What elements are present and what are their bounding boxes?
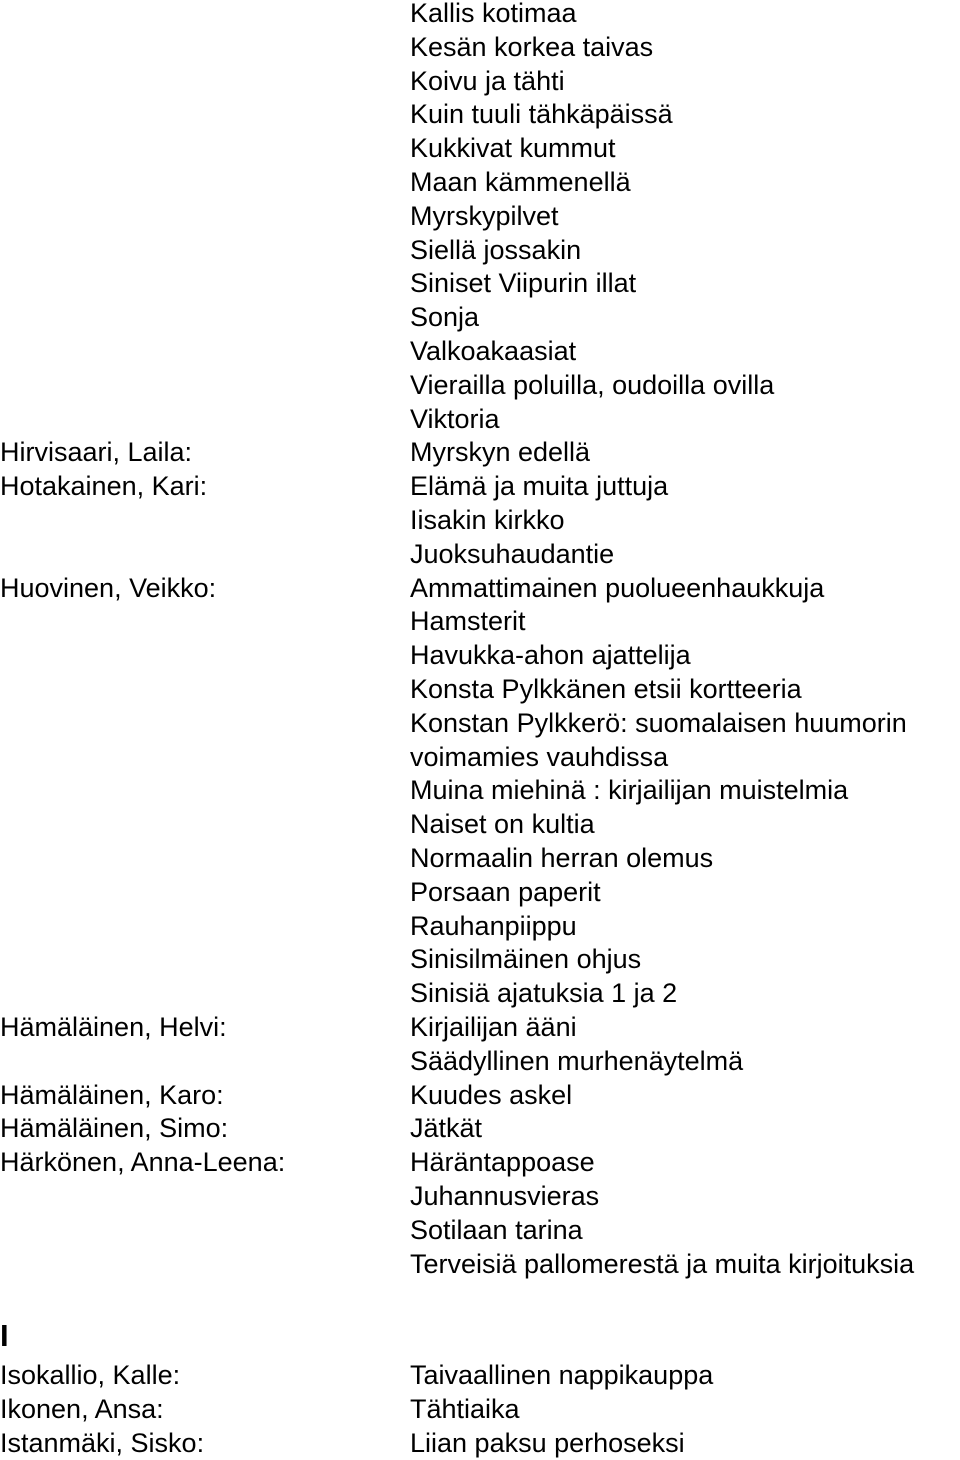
list-row (0, 64, 960, 98)
list-row (0, 537, 960, 571)
book-title: Kuudes askel (410, 1079, 573, 1110)
list-row (0, 807, 960, 841)
book-title: Vierailla poluilla, oudoilla ovilla (410, 369, 775, 400)
list-row (0, 165, 960, 199)
book-title: Sinisilmäinen ohjus (410, 944, 642, 975)
book-title: Iisakin kirkko (410, 505, 565, 535)
book-title: Siellä jossakin (410, 234, 582, 265)
book-title: Sotilaan tarina (410, 1214, 583, 1245)
list-row (0, 1426, 960, 1460)
book-title: Myrskyn edellä (410, 437, 591, 468)
book-title: Kallis kotimaa (410, 0, 577, 28)
list-row (0, 942, 960, 976)
book-title: Kirjailijan ääni (410, 1012, 577, 1042)
author-name: Isokallio, Kalle: (0, 1360, 181, 1390)
list-row (0, 131, 960, 165)
author-name: Istanmäki, Sisko: (0, 1427, 205, 1458)
book-title: Kukkivat kummut (410, 133, 616, 164)
list-row (0, 1213, 960, 1247)
book-title: Häräntappoase (410, 1147, 595, 1178)
book-title: Valkoakaasiat (410, 336, 577, 366)
list-row (0, 368, 960, 402)
book-title: Tähtiaika (410, 1393, 520, 1424)
list-row (0, 30, 960, 64)
author-name: Hämäläinen, Helvi: (0, 1012, 227, 1042)
author-name: Hämäläinen, Karo: (0, 1079, 224, 1110)
author-name: Hämäläinen, Simo: (0, 1113, 229, 1144)
book-title: Konsta Pylkkänen etsii kortteeria (410, 674, 802, 704)
list-row (0, 402, 960, 436)
book-title: Juhannusvieras (410, 1181, 600, 1211)
book-title: Liian paksu perhoseksi (410, 1427, 685, 1458)
book-title: Sinisiä ajatuksia 1 ja 2 (410, 978, 678, 1009)
list-row (0, 773, 960, 807)
author-name: Huovinen, Veikko: (0, 572, 217, 603)
author-name: Hirvisaari, Laila: (0, 437, 193, 468)
list-row (0, 503, 960, 537)
book-title: Juoksuhaudantie (410, 538, 615, 569)
section-letter: I (0, 1318, 9, 1353)
book-title: Ammattimainen puolueenhaukkuja (410, 572, 825, 603)
list-row (0, 97, 960, 131)
book-title: Naiset on kultia (410, 809, 595, 840)
list-row (0, 1078, 960, 1112)
list-row (0, 199, 960, 233)
list-row (0, 266, 960, 300)
list-row (0, 1179, 960, 1213)
book-title: Havukka-ahon ajattelija (410, 640, 691, 671)
list-row (0, 334, 960, 368)
book-title: Jätkät (410, 1113, 483, 1144)
book-title: Viktoria (410, 403, 500, 434)
list-row (0, 672, 960, 706)
list-row (0, 1358, 960, 1392)
list-row (0, 1010, 960, 1044)
book-title: Elämä ja muita juttuja (410, 471, 669, 502)
list-row (0, 0, 960, 30)
book-title: Siniset Viipurin illat (410, 268, 637, 299)
book-title: Sonja (410, 302, 480, 333)
list-row (0, 300, 960, 334)
list-row (0, 638, 960, 672)
book-title: Konstan Pylkkerö: suomalaisen huumorin (410, 707, 907, 738)
book-title: Rauhanpiippu (410, 910, 577, 941)
book-title: Säädyllinen murhenäytelmä (410, 1045, 744, 1076)
book-title: Taivaallinen nappikauppa (410, 1360, 714, 1390)
book-title: Kesän korkea taivas (410, 31, 654, 62)
list-row (0, 875, 960, 909)
list-row (0, 571, 960, 605)
list-row (0, 740, 960, 774)
list-row (0, 1111, 960, 1145)
author-name: Hotakainen, Kari: (0, 471, 208, 502)
list-row (0, 841, 960, 875)
list-row (0, 435, 960, 469)
list-row (0, 706, 960, 740)
list-row (0, 604, 960, 638)
book-title: Maan kämmenellä (410, 167, 631, 197)
book-title: Muina miehinä : kirjailijan muistelmia (410, 775, 849, 806)
book-title: Koivu ja tähti (410, 65, 565, 96)
book-title: Terveisiä pallomerestä ja muita kirjoituksia (410, 1248, 915, 1279)
list-row (0, 1392, 960, 1426)
list-row (0, 469, 960, 503)
book-title: Porsaan paperit (410, 876, 601, 907)
list-row (0, 976, 960, 1010)
book-title: voimamies vauhdissa (410, 741, 669, 772)
book-title: Kuin tuuli tähkäpäissä (410, 99, 673, 130)
list-row (0, 909, 960, 943)
list-row (0, 1044, 960, 1078)
list-row (0, 233, 960, 267)
book-title: Hamsterit (410, 606, 526, 637)
book-title: Myrskypilvet (410, 200, 559, 231)
list-row (0, 1145, 960, 1179)
author-name: Härkönen, Anna-Leena: (0, 1147, 286, 1178)
list-row (0, 1247, 960, 1281)
book-title: Normaalin herran olemus (410, 843, 714, 873)
author-name: Ikonen, Ansa: (0, 1393, 164, 1424)
